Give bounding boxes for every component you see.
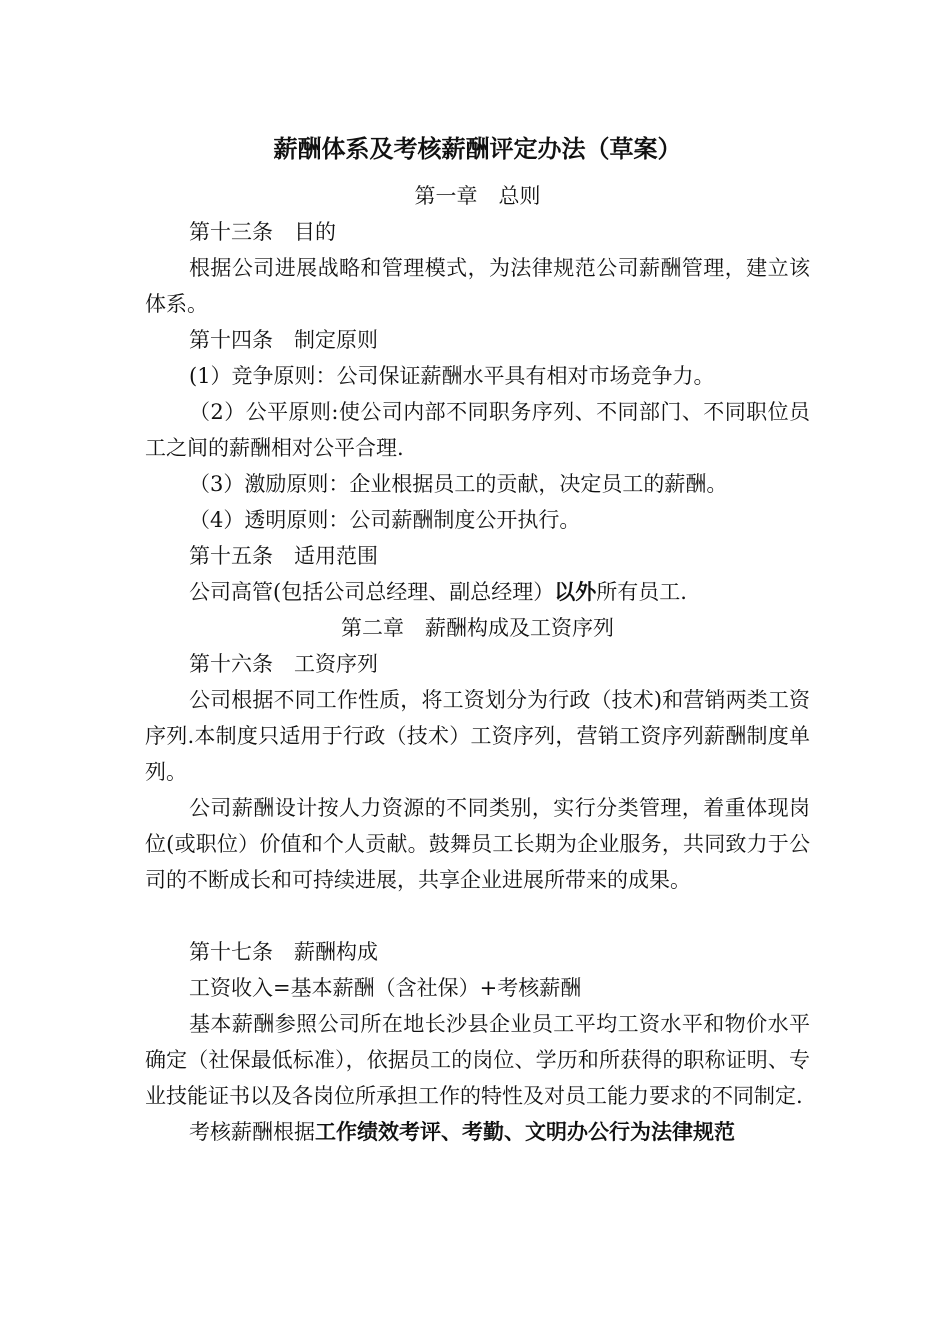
document-title: 薪酬体系及考核薪酬评定办法（草案） xyxy=(273,134,682,163)
article-14-heading: 第十四条 制定原则 xyxy=(189,328,378,352)
article-16-heading: 第十六条 工资序列 xyxy=(189,652,378,676)
article-17-text-pre: 考核薪酬根据 xyxy=(189,1120,315,1144)
article-17-paragraph-1: 基本薪酬参照公司所在地长沙县企业员工平均工资水平和物价水平确定（社保最低标准），依据员工的岗位、学历和所获得的职称证明、专业技能证书以及各岗位所承担工作的特性及对员工能力要求的不同制定. xyxy=(145,1012,810,1108)
article-13-body: 根据公司进展战略和管理模式，为法律规范公司薪酬管理，建立该体系。 xyxy=(145,256,810,316)
article-15-text-bold: 以外 xyxy=(554,579,597,604)
document-body xyxy=(145,120,810,1150)
article-17-heading: 第十七条 薪酬构成 xyxy=(189,940,378,964)
article-17-text-bold: 工作绩效考评、考勤、文明办公行为法律规范 xyxy=(315,1119,735,1144)
article-14-principle-3: （3）激励原则：企业根据员工的贡献，决定员工的薪酬。 xyxy=(189,472,728,496)
article-15-heading: 第十五条 适用范围 xyxy=(189,544,378,568)
chapter-1-heading: 第一章 总则 xyxy=(414,184,541,208)
article-14-principle-1: (1）竞争原则：公司保证薪酬水平具有相对市场竞争力。 xyxy=(189,364,715,388)
article-14-principle-4: （4）透明原则：公司薪酬制度公开执行。 xyxy=(189,508,581,532)
chapter-2-heading: 第二章 薪酬构成及工资序列 xyxy=(341,616,614,640)
article-14-principle-2: （2）公平原则:使公司内部不同职务序列、不同部门、不同职位员工之间的薪酬相对公平合理. xyxy=(145,400,810,460)
blank-line xyxy=(145,898,810,934)
article-16-paragraph-1: 公司根据不同工作性质，将工资划分为行政（技术)和营销两类工资序列.本制度只适用于行政（技术）工资序列，营销工资序列薪酬制度单列。 xyxy=(145,688,810,784)
article-15-text-post: 所有员工. xyxy=(596,580,687,604)
article-13-heading: 第十三条 目的 xyxy=(189,220,336,244)
article-15-text-pre: 公司高管(包括公司总经理、副总经理） xyxy=(189,580,555,604)
article-15-body xyxy=(145,574,810,610)
article-16-paragraph-2: 公司薪酬设计按人力资源的不同类别，实行分类管理，着重体现岗位(或职位）价值和个人贡献。鼓舞员工长期为企业服务，共同致力于公司的不断成长和可持续进展，共享企业进展所带来的成果。 xyxy=(145,796,810,892)
article-17-formula: 工资收入=基本薪酬（含社保）+考核薪酬 xyxy=(189,976,582,1000)
article-17-paragraph-2 xyxy=(145,1114,810,1150)
